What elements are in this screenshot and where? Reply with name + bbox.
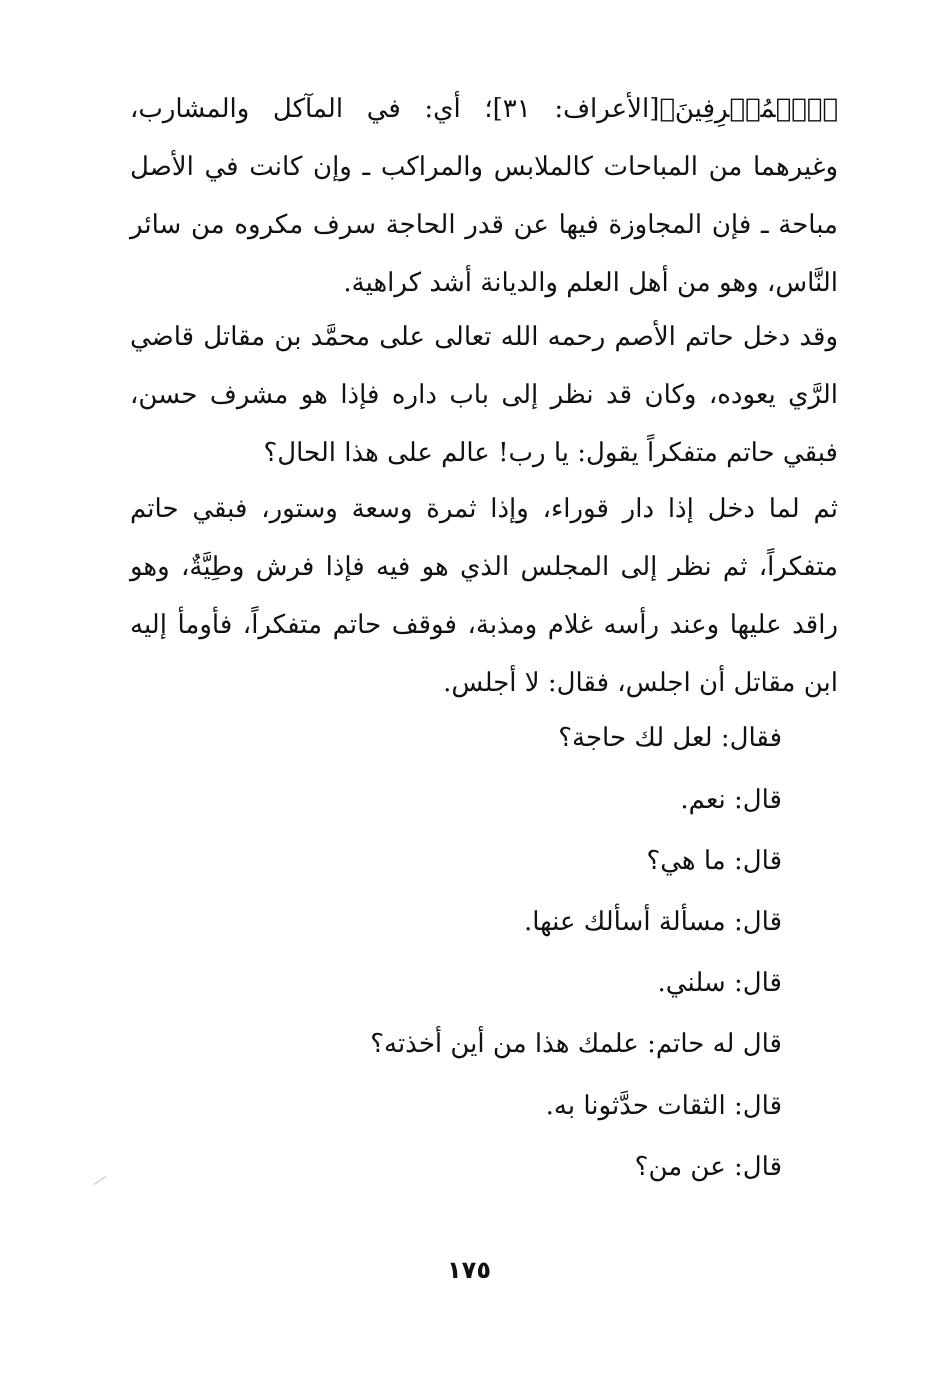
page-number: ١٧٥ bbox=[447, 1256, 491, 1284]
dialogue-line: قال: الثقات حدَّثونا به. bbox=[545, 1091, 782, 1121]
dialogue-line: قال: سلني. bbox=[657, 968, 782, 998]
dialogue-line: قال: عن من؟ bbox=[634, 1152, 782, 1182]
dialogue-line: قال: نعم. bbox=[680, 785, 782, 815]
paragraph-hatim-enters: ثم لما دخل إذا دار قوراء، وإذا ثمرة وسعة وستور، فبقي حاتم متفكراً، ثم نظر إلى المجلس الذي هو فيه فإذا فرش وطِيَّةٌ، وهو راقد عليها وعند رأسه غلام ومذبة، فوقف حاتم متفكراً، فأومأ إليه ابن مقاتل أن اجلس، فقال: لا أجلس. bbox=[130, 494, 838, 698]
paragraph-hatim-visit: وقد دخل حاتم الأصم رحمه الله تعالى على محمَّد بن مقاتل قاضي الرَّي يعوده، وكان قد نظر إلى باب داره فإذا هو مشرف حسن، فبقي حاتم متفكراً يقول: يا رب! عالم على هذا الحال؟ bbox=[130, 322, 838, 468]
dialogue-line: فقال: لعل لك حاجة؟ bbox=[558, 723, 782, 753]
paragraph-extravagance: ﴿ٱلۡمُسۡرِفِينَ﴾[الأعراف: ٣١]؛ أي: في المآكل والمشارب، وغيرهما من المباحات كالملابس والمراكب ـ وإن كانت في الأصل مباحة ـ فإن المجاوزة فيها عن قدر الحاجة سرف مكروه من سائر النَّاس، وهو من أهل العلم والديانة أشد كراهية. bbox=[130, 94, 838, 298]
dialogue-line: قال: ما هي؟ bbox=[646, 846, 782, 876]
dialogue-line: قال له حاتم: علمك هذا من أين أخذته؟ bbox=[370, 1029, 782, 1059]
dialogue-line: قال: مسألة أسألك عنها. bbox=[524, 907, 782, 937]
scan-mark bbox=[94, 1176, 106, 1185]
